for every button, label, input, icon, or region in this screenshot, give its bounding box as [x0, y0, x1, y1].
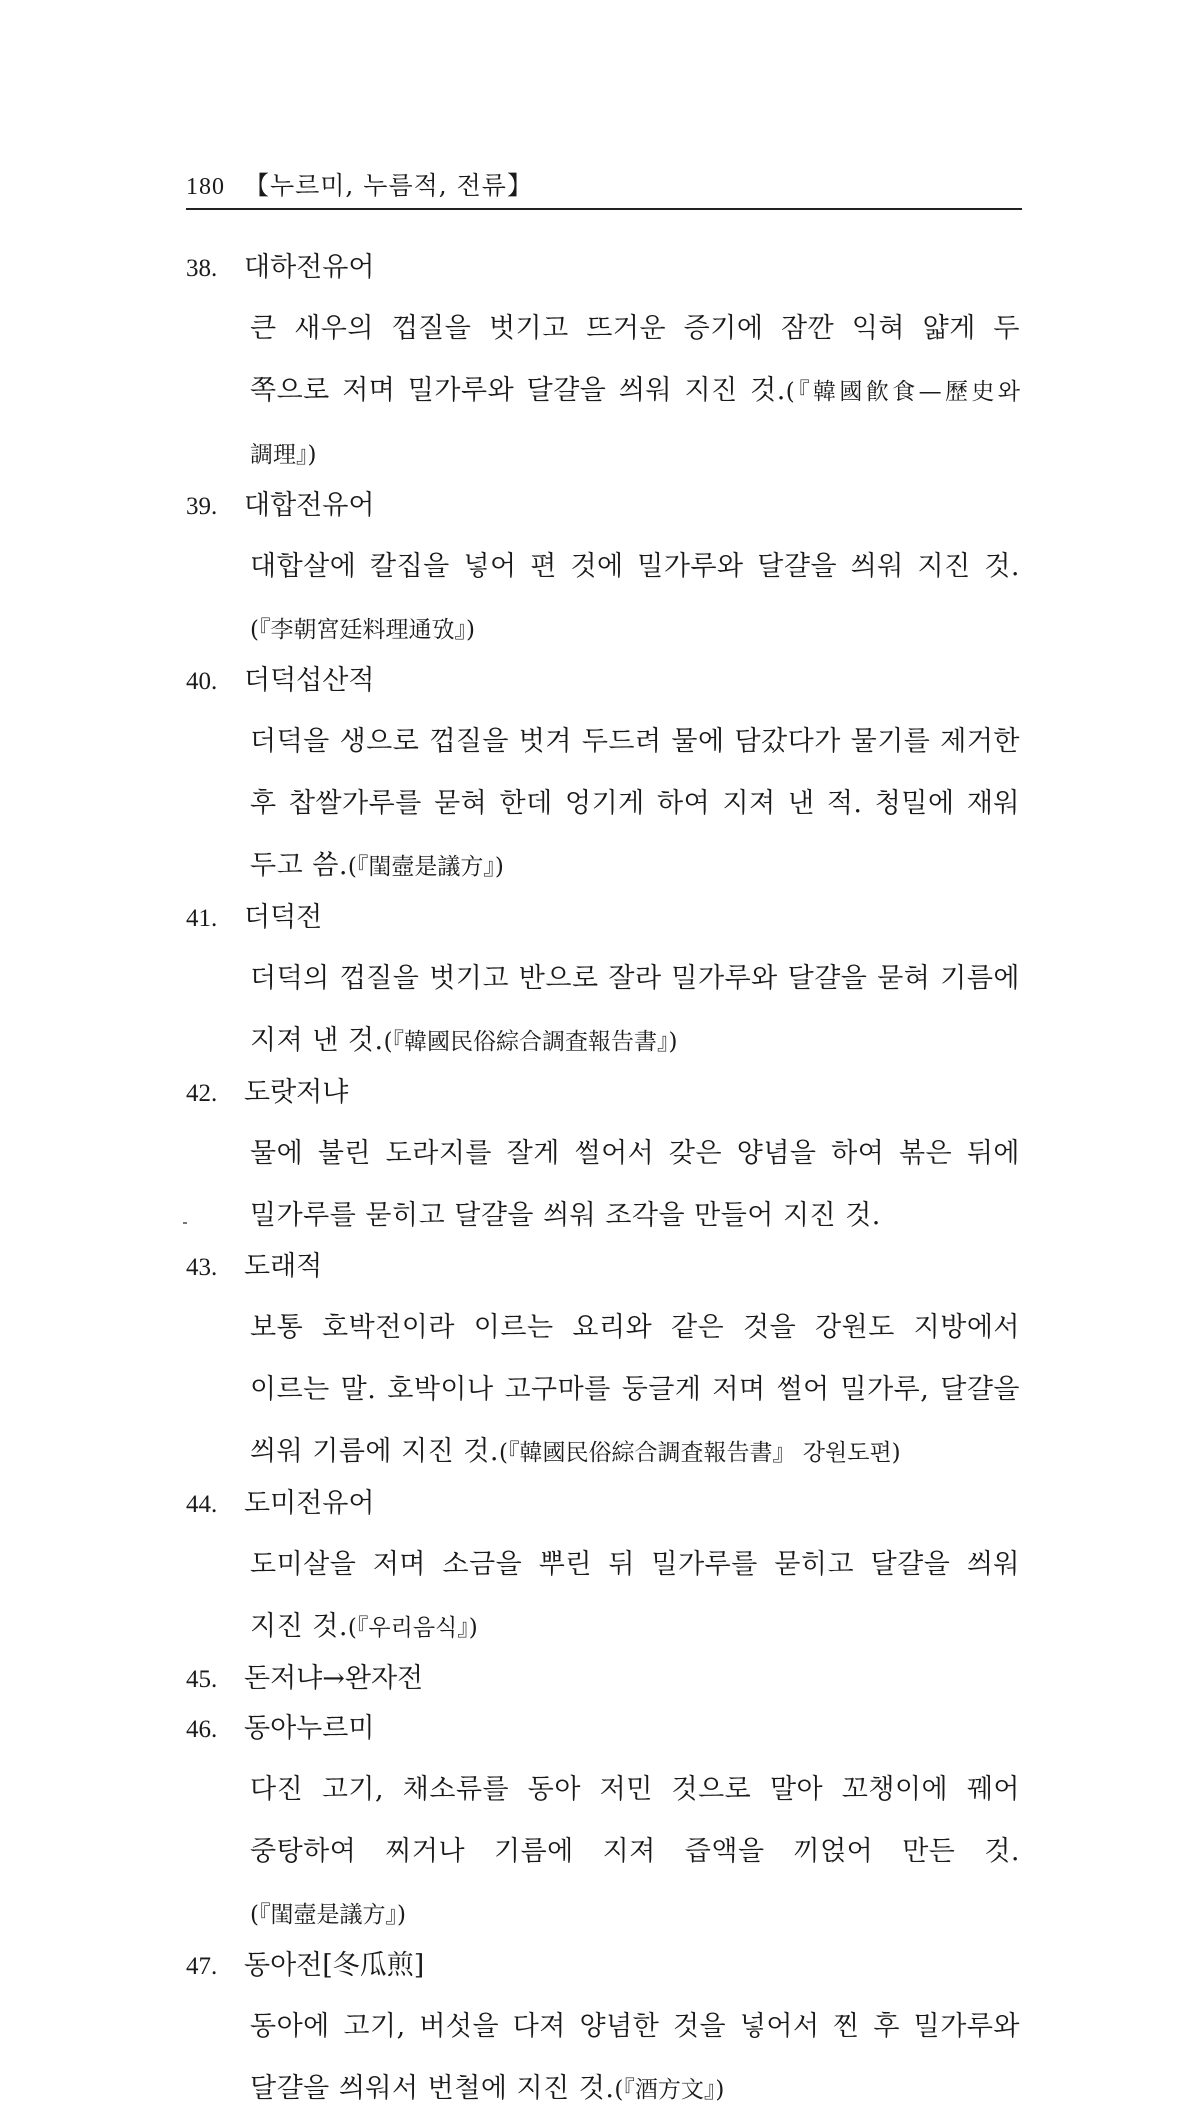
entry-body — [250, 298, 1020, 486]
entry-citation: (『閨壼是議方』) — [347, 854, 504, 880]
entry-heading: 돈저냐→완자전 — [244, 1663, 424, 1694]
section-title: 【누르미, 누름적, 전류】 — [243, 171, 533, 200]
entry-number: 47. — [186, 1953, 218, 1980]
entry-44 — [186, 1484, 1022, 1659]
entry-heading: 도랏저냐 — [244, 1077, 349, 1108]
entry-body — [250, 711, 1020, 898]
entry-title — [186, 1247, 1022, 1287]
entry-number: 42. — [186, 1080, 218, 1107]
entry-text: 보통 호박전이라 이르는 요리와 같은 것을 강원도 지방에서 이르는 말. 호박이나 고구마를 둥글게 저며 썰어 밀가루, 달걀을 씌워 기름에 지진 것. — [250, 1312, 1020, 1467]
entry-list — [186, 248, 1022, 2121]
entry-body — [250, 1123, 1020, 1247]
entry-title — [186, 248, 1022, 288]
entry-number: 41. — [186, 905, 218, 932]
entry-number: 45. — [186, 1666, 218, 1693]
entry-citation: (『韓國飮食—歷史와 調理』) — [250, 379, 1020, 468]
entry-39 — [186, 486, 1022, 661]
entry-text: 더덕의 껍질을 벗기고 반으로 잘라 밀가루와 달걀을 묻혀 기름에 지져 낸 것. — [250, 963, 1020, 1056]
entry-heading: 동아누르미 — [244, 1713, 375, 1744]
entry-heading: 더덕전 — [244, 902, 323, 933]
entry-46 — [186, 1709, 1022, 1946]
entry-title — [186, 1709, 1022, 1749]
entry-38 — [186, 248, 1022, 486]
entry-heading: 더덕섭산적 — [244, 665, 375, 696]
running-head — [186, 166, 533, 202]
entry-title — [186, 1659, 1022, 1699]
entry-body — [250, 1759, 1020, 1946]
entry-citation: (『韓國民俗綜合調査報告書』 강원도편) — [499, 1440, 901, 1466]
entry-text: 도미살을 저며 소금을 뿌린 뒤 밀가루를 묻히고 달걀을 씌워 지진 것. — [250, 1549, 1020, 1642]
entry-text: 더덕을 생으로 껍질을 벗겨 두드려 물에 담갔다가 물기를 제거한 후 찹쌀가루를 묻혀 한데 엉기게 하여 지져 낸 적. 청밀에 재워 두고 씀. — [250, 726, 1020, 881]
entry-heading: 대합전유어 — [244, 490, 375, 521]
entry-number: 38. — [186, 255, 218, 282]
entry-text: 큰 새우의 껍질을 벗기고 뜨거운 증기에 잠깐 익혀 얇게 두 쪽으로 저며 밀가루와 달걀을 씌워 지진 것. — [250, 313, 1020, 406]
entry-text: 다진 고기, 채소류를 동아 저민 것으로 말아 꼬챙이에 꿰어 중탕하여 찌거나 기름에 지져 즙액을 끼얹어 만든 것. — [250, 1774, 1020, 1867]
entry-43 — [186, 1247, 1022, 1484]
entry-heading: 대하전유어 — [244, 252, 375, 283]
entry-42 — [186, 1073, 1022, 1247]
entry-title — [186, 1946, 1022, 1986]
entry-body — [250, 1534, 1020, 1659]
entry-body — [250, 1297, 1020, 1484]
entry-number: 46. — [186, 1716, 218, 1743]
entry-heading: 동아전[冬瓜煎] — [244, 1950, 425, 1981]
entry-citation: (『酒方文』) — [614, 2077, 725, 2103]
entry-body — [250, 948, 1020, 1073]
header-rule — [186, 208, 1022, 210]
entry-41 — [186, 898, 1022, 1073]
entry-title — [186, 1484, 1022, 1524]
entry-body — [250, 536, 1020, 661]
entry-citation: (『閨壼是議方』) — [250, 1902, 406, 1928]
entry-text: 물에 불린 도라지를 잘게 썰어서 갖은 양념을 하여 볶은 뒤에 밀가루를 묻히고 달걀을 씌워 조각을 만들어 지진 것. — [250, 1138, 1020, 1231]
page-number: 180 — [186, 174, 225, 200]
entry-title — [186, 898, 1022, 938]
entry-heading: 도래적 — [244, 1251, 323, 1282]
entry-citation: (『우리음식』) — [347, 1615, 478, 1641]
entry-title — [186, 1073, 1022, 1113]
entry-47 — [186, 1946, 1022, 2121]
entry-number: 39. — [186, 493, 218, 520]
entry-citation: (『李朝宮廷料理通攷』) — [250, 617, 475, 643]
entry-heading: 도미전유어 — [244, 1488, 375, 1519]
entry-text: 대합살에 칼집을 넣어 편 것에 밀가루와 달걀을 씌워 지진 것. — [250, 551, 1020, 582]
entry-number: 44. — [186, 1491, 218, 1518]
entry-title — [186, 486, 1022, 526]
entry-text: 동아에 고기, 버섯을 다져 양념한 것을 넣어서 찐 후 밀가루와 달걀을 씌워서 번철에 지진 것. — [250, 2011, 1020, 2104]
entry-number: 40. — [186, 668, 218, 695]
entry-45 — [186, 1659, 1022, 1699]
entry-40 — [186, 661, 1022, 898]
entry-number: 43. — [186, 1254, 218, 1281]
entry-citation: (『韓國民俗綜合調査報告書』) — [383, 1029, 678, 1055]
entry-body — [250, 1996, 1020, 2121]
entry-title — [186, 661, 1022, 701]
